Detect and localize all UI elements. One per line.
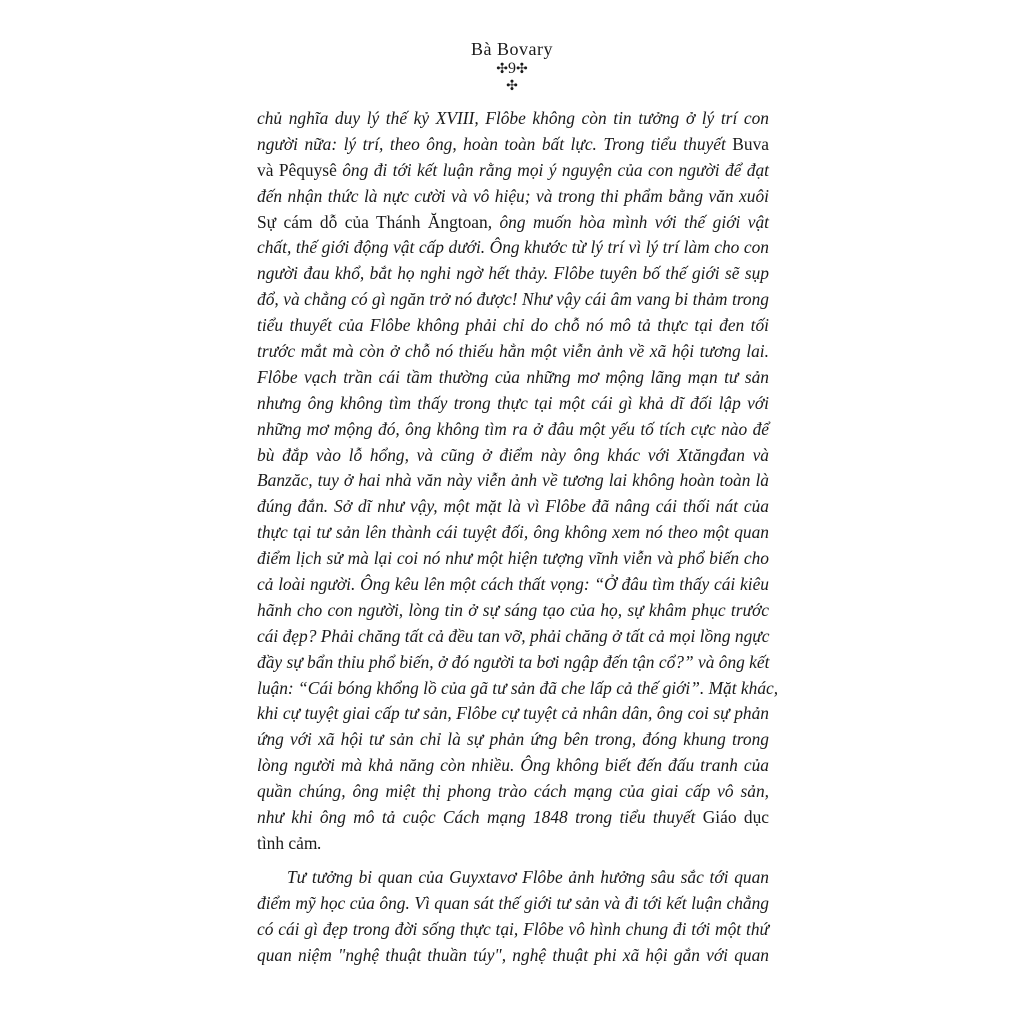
ornament-left-icon: ✣ bbox=[496, 61, 508, 77]
text-segment: cái đẹp? Phải chăng tất cả đều tan vỡ, phải chăng ở tất cả mọi lồng ngực bbox=[257, 625, 770, 646]
text-segment: quan niệm "nghệ thuật thuần túy", nghệ thuật phi xã hội gắn với quan bbox=[257, 944, 769, 965]
text-line bbox=[257, 865, 769, 891]
text-segment: hãnh cho con người, lòng tin ở sự sáng tạo của họ, sự khâm phục trước bbox=[257, 599, 769, 620]
text-line bbox=[257, 891, 769, 917]
text-line bbox=[257, 468, 769, 494]
text-segment: trước mắt mà còn ở chỗ nó thiếu hẳn một viễn ảnh về xã hội tương lai. bbox=[257, 341, 769, 362]
paragraph bbox=[257, 106, 779, 857]
text-segment: thực tại tư sản lên thành cái tuyệt đối, ông không xem nó theo một quan bbox=[257, 522, 769, 543]
text-line bbox=[257, 365, 769, 391]
text-segment: khi cự tuyệt giai cấp tư sản, Flôbe cự tuyệt cả nhân dân, ông coi sự phản bbox=[257, 703, 769, 724]
text-segment: cả loài người. Ông kêu lên một cách thất vọng: “Ở đâu tìm thấy cái kiêu bbox=[257, 574, 769, 595]
text-segment: như khi ông mô tả cuộc Cách mạng 1848 trong tiểu thuyết bbox=[257, 807, 703, 828]
book-title-reference: và Pêquysê bbox=[257, 159, 337, 180]
book-title-reference: Buva bbox=[732, 133, 769, 154]
text-line bbox=[257, 443, 769, 469]
text-line bbox=[257, 546, 769, 572]
text-segment: ứng với xã hội tư sản chỉ là sự phản ứng bên trong, đóng khung trong bbox=[257, 729, 769, 750]
page-number: 9 bbox=[508, 60, 516, 77]
text-line bbox=[257, 391, 769, 417]
text-line bbox=[257, 753, 769, 779]
text-segment: Tư tưởng bi quan của Guyxtavơ Flôbe ảnh hưởng sâu sắc tới quan bbox=[287, 866, 769, 887]
text-line bbox=[257, 676, 779, 702]
text-line bbox=[257, 572, 769, 598]
text-segment: đúng đắn. Sở dĩ như vậy, một mặt là vì Flôbe đã nâng cái thối nát của bbox=[257, 496, 769, 517]
text-segment: Flôbe vạch trần cái tầm thường của những mơ mộng lãng mạn tư sản bbox=[257, 366, 769, 387]
text-segment: điểm mỹ học của ông. Vì quan sát thế giới tư sản và đi tới kết luận chẳng bbox=[257, 892, 769, 913]
page-header bbox=[0, 38, 1024, 94]
text-segment: có cái gì đẹp trong đời sống thực tại, Flôbe vô hình chung đi tới một thứ bbox=[257, 918, 769, 939]
text-segment: chủ nghĩa duy lý thế kỷ XVIII, Flôbe không còn tin tưởng ở lý trí con bbox=[257, 108, 769, 128]
text-segment: điểm lịch sử mà lại coi nó như một hiện tượng vĩnh viễn và phổ biến cho bbox=[257, 548, 769, 569]
text-line bbox=[257, 417, 769, 443]
body-text bbox=[257, 106, 779, 968]
text-line bbox=[257, 779, 769, 805]
text-segment: chất, thế giới động vật cấp dưới. Ông khước từ lý trí vì lý trí làm cho con bbox=[257, 237, 769, 258]
text-line bbox=[257, 624, 769, 650]
text-segment: người đau khổ, bắt họ nghi ngờ hết thảy. Flôbe tuyên bố thế giới sẽ sụp bbox=[257, 263, 769, 284]
text-segment: đến nhận thức là nực cười và vô hiệu; và trong thi phẩm bằng văn xuôi bbox=[257, 185, 769, 206]
text-line bbox=[257, 805, 769, 831]
book-title-reference: Sự cám dỗ của Thánh Ăngtoan bbox=[257, 211, 488, 232]
page-number-row bbox=[0, 60, 1024, 78]
running-title: Bà Bovary bbox=[471, 39, 553, 59]
text-line bbox=[257, 235, 769, 261]
text-segment: ông đi tới kết luận rằng mọi ý nguyện của con người để đạt bbox=[336, 159, 769, 180]
text-line bbox=[257, 184, 769, 210]
text-line bbox=[257, 210, 769, 236]
paragraph-gap bbox=[257, 857, 769, 865]
text-segment: người nữa: lý trí, theo ông, hoàn toàn bất lực. Trong tiểu thuyết bbox=[257, 133, 733, 154]
text-segment: những mơ mộng đó, ông không tìm ra ở đâu một yếu tố tích cực nào để bbox=[257, 418, 769, 439]
text-line bbox=[257, 261, 769, 287]
text-line bbox=[257, 132, 769, 158]
text-segment: . bbox=[317, 832, 322, 853]
ornament-right-icon: ✣ bbox=[516, 61, 528, 77]
text-line bbox=[257, 494, 769, 520]
text-segment: nhưng ông không tìm thấy trong thực tại một cái gì khả dĩ đối lập với bbox=[257, 392, 769, 413]
text-line bbox=[257, 158, 769, 184]
book-title-reference: tình cảm bbox=[257, 832, 318, 853]
ornament-below-icon: ✣ bbox=[506, 78, 518, 94]
text-line bbox=[257, 287, 769, 313]
text-segment: tiểu thuyết của Flôbe không phải chỉ do chỗ nó mô tả thực tại đen tối bbox=[257, 315, 769, 336]
paragraph bbox=[257, 865, 769, 969]
text-segment: Banzăc, tuy ở hai nhà văn này viễn ảnh về tương lai không hoàn toàn là bbox=[257, 470, 769, 491]
text-segment: đổ, và chẳng có gì ngăn trở nó được! Như vậy cái âm vang bi thảm trong bbox=[257, 289, 769, 310]
text-segment: lòng người mà khả năng còn nhiều. Ông không biết đến đấu tranh của bbox=[257, 755, 769, 776]
text-segment: bù đắp vào lỗ hổng, và cũng ở điểm này ông khác với Xtăngđan và bbox=[257, 444, 769, 465]
text-line bbox=[257, 917, 769, 943]
text-line bbox=[257, 943, 769, 969]
text-line bbox=[257, 339, 769, 365]
text-segment: quần chúng, ông miệt thị phong trào cách mạng của giai cấp vô sản, bbox=[257, 781, 769, 802]
text-line bbox=[257, 106, 769, 132]
text-line bbox=[257, 598, 769, 624]
book-title-reference: Giáo dục bbox=[702, 807, 769, 828]
text-line bbox=[257, 313, 769, 339]
text-line bbox=[257, 831, 769, 857]
text-line bbox=[257, 701, 769, 727]
text-line bbox=[257, 727, 769, 753]
text-line bbox=[257, 520, 769, 546]
text-segment: đầy sự bẩn thỉu phổ biến, ở đó người ta bơi ngập đến tận cổ?” và ông kết bbox=[257, 651, 770, 672]
text-segment: luận: “Cái bóng khổng lồ của gã tư sản đã che lấp cả thế giới”. Mặt khác, bbox=[257, 677, 779, 698]
text-segment: , ông muốn hòa mình với thế giới vật bbox=[487, 211, 769, 232]
text-line bbox=[257, 650, 769, 676]
